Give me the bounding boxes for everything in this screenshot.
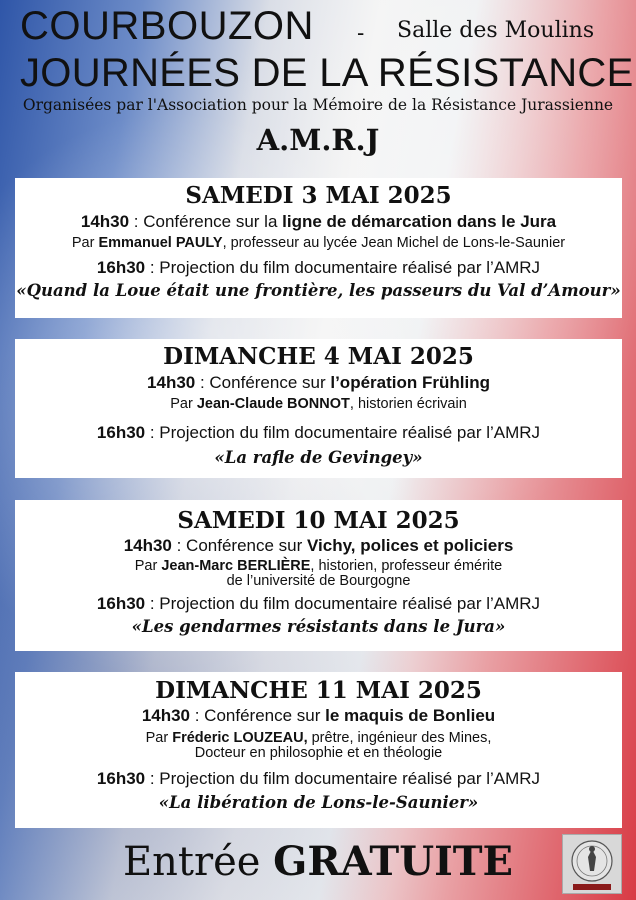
event-day: DIMANCHE 4 MAI 2025 — [163, 343, 474, 370]
talk-line: 14h30 : Conférence sur le maquis de Bonlieu — [141, 705, 496, 725]
city-name: COURBOUZON — [20, 4, 314, 48]
projection-line: 16h30 : Projection du film documentaire réalisé par l’AMRJ — [96, 594, 541, 614]
event-day: DIMANCHE 11 MAI 2025 — [155, 677, 482, 704]
event-day: SAMEDI 3 MAI 2025 — [185, 182, 452, 209]
speaker-line: Par Jean-Claude BONNOT, historien écrivain — [170, 395, 467, 412]
event-card-3 — [15, 500, 622, 651]
talk-line: 14h30 : Conférence sur l’opération Frühling — [147, 372, 490, 392]
free-entry-banner — [0, 838, 636, 885]
speaker-line: Par Emmanuel PAULY, professeur au lycée Jean Michel de Lons-le-Saunier — [71, 234, 566, 251]
poster-header — [0, 0, 636, 175]
entry-word: Entrée — [122, 839, 261, 885]
talk-line: 14h30 : Conférence sur la ligne de démarcation dans le Jura — [80, 211, 557, 231]
film-title: «La rafle de Gevingey» — [214, 447, 423, 467]
talk-line: 14h30 : Conférence sur Vichy, polices et policiers — [123, 535, 514, 555]
event-card-4 — [15, 672, 622, 828]
header-separator: - — [357, 20, 365, 45]
association-acronym: A.M.R.J — [256, 123, 380, 157]
amrj-logo — [562, 834, 622, 894]
entry-free: GRATUITE — [273, 838, 514, 885]
film-title: «Les gendarmes résistants dans le Jura» — [131, 616, 506, 636]
projection-line: 16h30 : Projection du film documentaire réalisé par l’AMRJ — [96, 423, 541, 443]
organizer-line: Organisées par l'Association pour la Mémoire de la Résistance Jurassienne — [22, 96, 614, 114]
event-title: JOURNÉES DE LA RÉSISTANCE — [20, 51, 634, 95]
event-card-2 — [15, 339, 622, 478]
speaker-line: Par Fréderic LOUZEAU, prêtre, ingénieur des Mines, Docteur en philosophie et en théologie — [145, 729, 492, 762]
projection-line: 16h30 : Projection du film documentaire réalisé par l’AMRJ — [96, 258, 541, 278]
venue-name: Salle des Moulins — [397, 18, 595, 43]
film-title: «Quand la Loue était une frontière, les passeurs du Val d’Amour» — [16, 280, 621, 300]
seal-icon — [563, 835, 621, 893]
projection-line: 16h30 : Projection du film documentaire réalisé par l’AMRJ — [96, 769, 541, 789]
event-card-1 — [15, 178, 622, 318]
speaker-line: Par Jean-Marc BERLIÈRE, historien, professeur émérite de l’université de Bourgogne — [134, 557, 503, 590]
film-title: «La libération de Lons-le-Saunier» — [158, 792, 479, 812]
event-day: SAMEDI 10 MAI 2025 — [177, 507, 460, 534]
